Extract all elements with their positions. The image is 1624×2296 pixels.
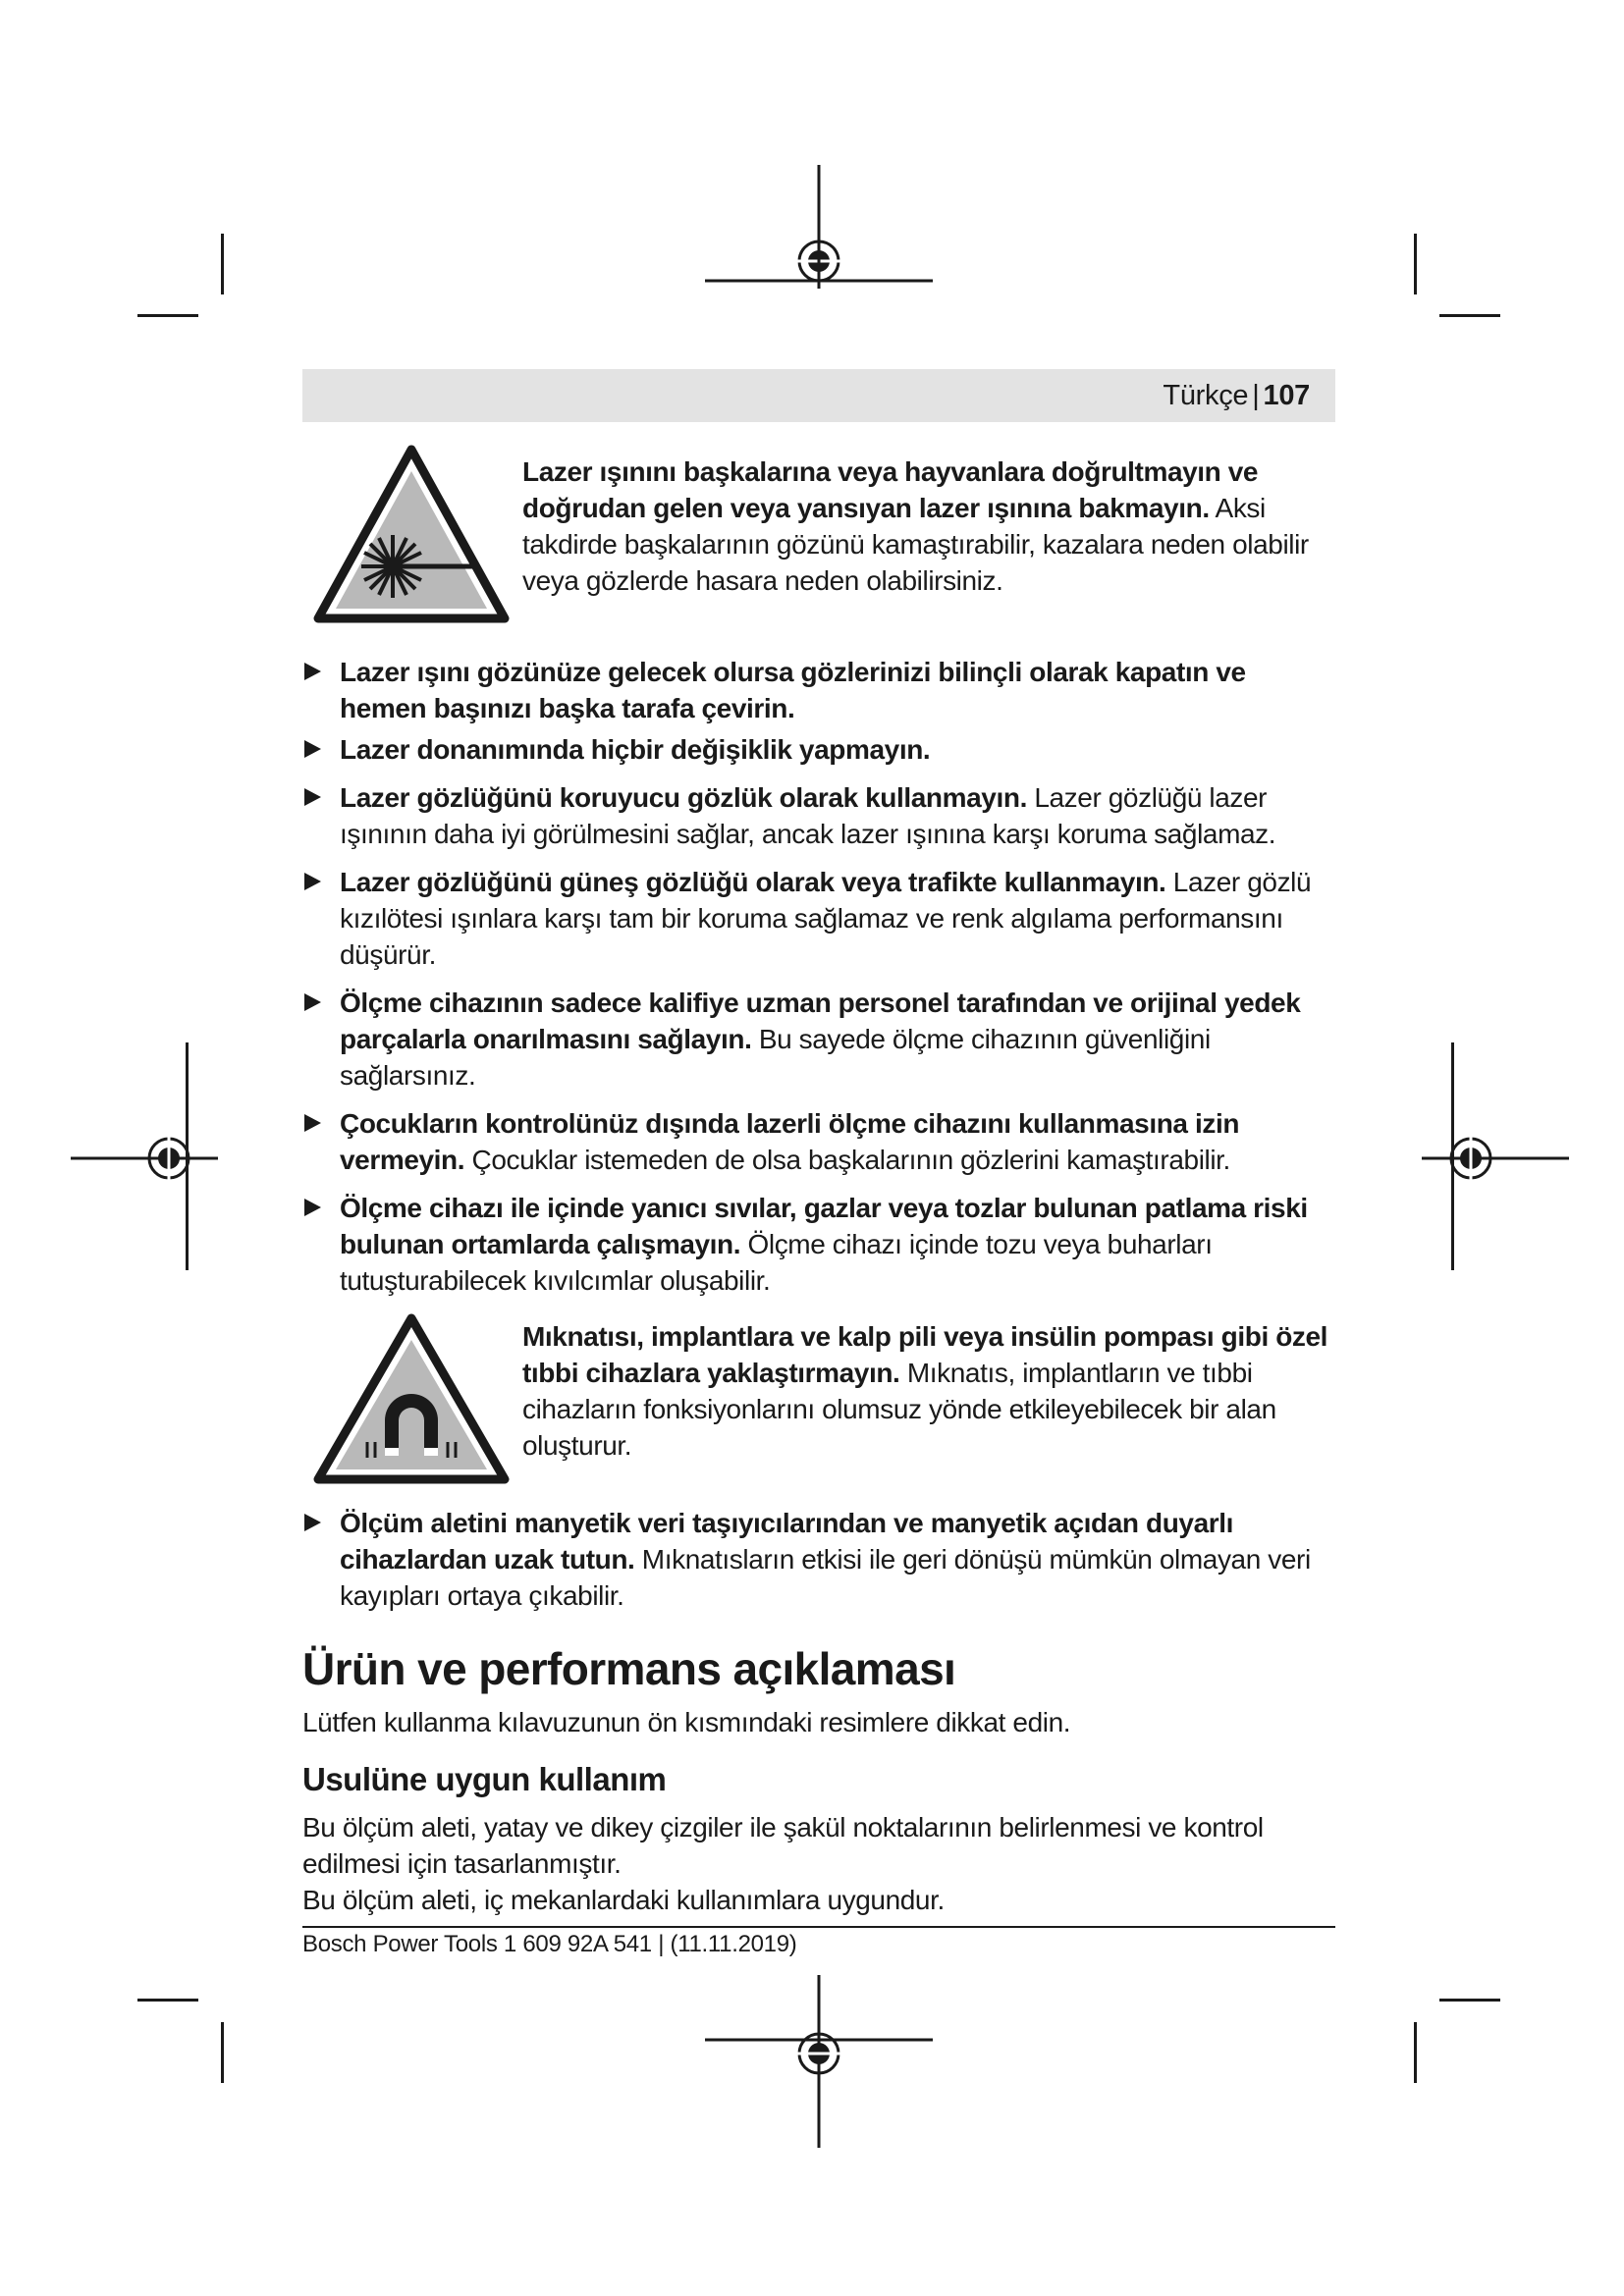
laser-warning-icon xyxy=(310,442,513,628)
crop-mark xyxy=(1439,1999,1500,2002)
laser-warning-bold: Lazer ışınını başkalarına veya hayvanlara doğrultmayın ve doğrudan gelen veya yansıyan lazer ışınına bakmayın. xyxy=(522,456,1259,523)
section-intro: Lütfen kullanma kılavuzunun ön kısmındaki resimlere dikkat edin. xyxy=(302,1707,1071,1737)
bullet-list xyxy=(302,1505,1335,1614)
section-title: Ürün ve performans açıklaması xyxy=(302,1643,956,1694)
bullet-bold: Lazer gözlüğünü koruyucu gözlük olarak kullanmayın. xyxy=(340,782,1027,813)
magnet-warning-detail: Mıknatıs, implantların ve tıbbi cihazların fonksiyonlarını olumsuz yönde etkileyebilecek bir alan oluşturur. xyxy=(522,1358,1276,1461)
crop-mark xyxy=(221,2022,224,2083)
subsection-title: Usulüne uygun kullanım xyxy=(302,1761,667,1797)
laser-warning-text xyxy=(522,442,1335,599)
list-item xyxy=(302,985,1335,1094)
crop-mark xyxy=(1414,234,1417,294)
bullet-list xyxy=(302,654,1335,1299)
footer-divider xyxy=(302,1926,1335,1928)
bullet-bold: Ölçüm aletini manyetik veri taşıyıcılarından ve manyetik açıdan duyarlı cihazlardan uzak tutun. xyxy=(340,1508,1233,1575)
laser-warning-detail: Aksi takdirde başkalarının gözünü kamaştırabilir, kazalara neden olabilir veya gözlerde hasara neden olabilirsiniz. xyxy=(522,493,1309,596)
list-item xyxy=(302,1105,1335,1178)
bullet-text: Mıknatısların etkisi ile geri dönüşü mümkün olmayan veri kayıpları ortaya çıkabilir. xyxy=(340,1544,1311,1611)
crop-mark xyxy=(1414,2022,1417,2083)
bullet-arrow-icon xyxy=(304,740,321,758)
list-item xyxy=(302,1505,1335,1614)
bullet-text: Ölçme cihazı içinde tozu veya buharları tutuşturabilecek kıvılcımlar oluşabilir. xyxy=(340,1229,1213,1296)
crop-mark xyxy=(137,314,198,317)
magnet-warning-icon xyxy=(310,1310,513,1487)
paragraph: Bu ölçüm aleti, iç mekanlardaki kullanımlara uygundur. xyxy=(302,1885,945,1915)
registration-mark-icon xyxy=(1422,1099,1569,1217)
bullet-text: Çocuklar istemeden de olsa başkalarının gözlerini kamaştırabilir. xyxy=(464,1145,1230,1175)
bullet-arrow-icon xyxy=(304,1199,321,1216)
registration-mark-icon xyxy=(705,1975,933,2152)
bullet-bold: Ölçme cihazı ile içinde yanıcı sıvılar, gazlar veya tozlar bulunan patlama riski bulunan ortamlarda çalışmayın. xyxy=(340,1193,1308,1259)
magnet-warning-text xyxy=(522,1310,1335,1464)
registration-mark-icon xyxy=(71,1099,218,1217)
list-item xyxy=(302,654,1335,726)
crop-mark xyxy=(137,1999,198,2002)
page-content xyxy=(302,442,1335,1918)
bullet-bold: Çocukların kontrolünüz dışında lazerli ölçme cihazını kullanmasına izin vermeyin. xyxy=(340,1108,1240,1175)
list-item xyxy=(302,779,1335,852)
header-text xyxy=(1163,377,1310,414)
magnet-warning-block xyxy=(302,1310,1335,1487)
paragraph: Bu ölçüm aleti, yatay ve dikey çizgiler ile şakül noktalarının belirlenmesi ve kontrol edilmesi için tasarlanmıştır. xyxy=(302,1812,1264,1879)
bullet-text: Bu sayede ölçme cihazının güvenliğini sağlarsınız. xyxy=(340,1024,1211,1091)
bullet-text: Lazer gözlüğü lazer ışınının daha iyi görülmesini sağlar, ancak lazer ışınına karşı koruma sağlamaz. xyxy=(340,782,1276,849)
list-item xyxy=(302,864,1335,973)
page-number: 107 xyxy=(1263,380,1310,411)
bullet-arrow-icon xyxy=(304,1114,321,1132)
page-header xyxy=(302,369,1335,422)
bullet-arrow-icon xyxy=(304,1514,321,1531)
header-separator: | xyxy=(1252,380,1260,411)
laser-warning-block xyxy=(302,442,1335,628)
header-language: Türkçe xyxy=(1163,380,1249,411)
bullet-bold: Ölçme cihazının sadece kalifiye uzman personel tarafından ve orijinal yedek parçalarla onarılmasını sağlayın. xyxy=(340,988,1301,1054)
bullet-arrow-icon xyxy=(304,993,321,1011)
bullet-arrow-icon xyxy=(304,663,321,680)
footer-text: Bosch Power Tools 1 609 92A 541 | (11.11.2019) xyxy=(302,1931,797,1957)
bullet-bold: Lazer gözlüğünü güneş gözlüğü olarak veya trafikte kullanmayın. xyxy=(340,867,1166,897)
bullet-bold: Lazer ışını gözünüze gelecek olursa gözlerinizi bilinçli olarak kapatın ve hemen başınızı başka tarafa çevirin. xyxy=(340,657,1246,723)
crop-mark xyxy=(1439,314,1500,317)
bullet-bold: Lazer donanımında hiçbir değişiklik yapmayın. xyxy=(340,734,931,765)
list-item xyxy=(302,1190,1335,1299)
list-item xyxy=(302,731,1335,768)
magnet-warning-bold: Mıknatısı, implantlara ve kalp pili veya insülin pompası gibi özel tıbbi cihazlara yaklaştırmayın. xyxy=(522,1321,1328,1388)
registration-mark-icon xyxy=(705,165,933,293)
bullet-arrow-icon xyxy=(304,788,321,806)
bullet-text: Lazer gözlü kızılötesi ışınlara karşı tam bir koruma sağlamaz ve renk algılama performansını düşürür. xyxy=(340,867,1312,970)
bullet-arrow-icon xyxy=(304,873,321,890)
crop-mark xyxy=(221,234,224,294)
